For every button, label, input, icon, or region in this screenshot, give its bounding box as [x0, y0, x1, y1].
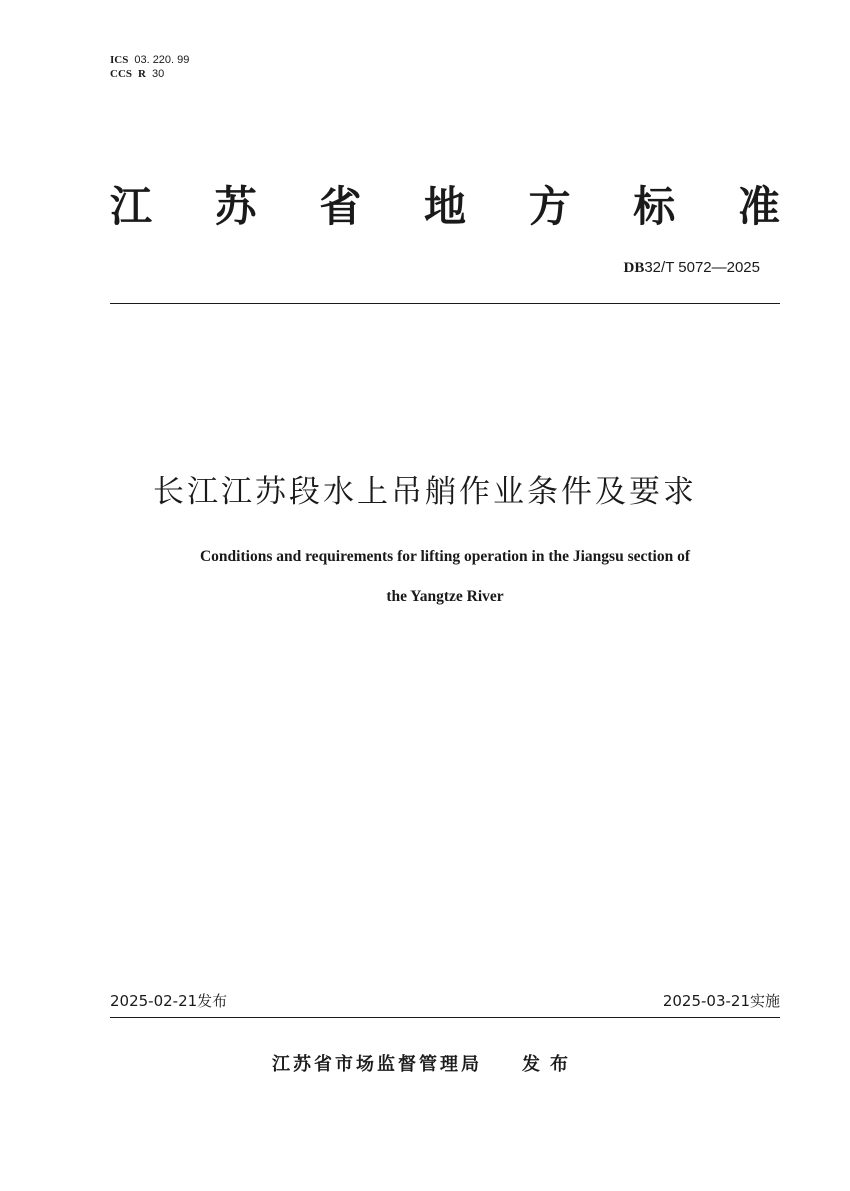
english-title-line-1: Conditions and requirements for lifting operation in the Jiangsu section of — [199, 548, 690, 565]
ics-value: 03. 220. 99 — [134, 54, 190, 66]
ics-label: ICS — [110, 54, 129, 66]
issuer-line — [0, 1050, 850, 1076]
ccs-code — [110, 67, 189, 81]
ccs-label: CCS — [110, 68, 133, 80]
ccs-letter: R — [138, 68, 146, 80]
implementation-date: 2025-03-21实施 — [662, 992, 780, 1010]
bottom-divider — [110, 1017, 780, 1018]
standard-number-prefix: DB — [623, 260, 645, 276]
ics-code — [110, 53, 189, 67]
classification-codes — [110, 53, 189, 81]
standard-number-value: 32/T 5072—2025 — [644, 259, 760, 276]
standard-type-char: 省 — [319, 182, 362, 231]
issuing-organization: 江苏省市场监督管理局 — [272, 1054, 482, 1075]
standard-type-char: 江 — [110, 182, 153, 231]
top-divider — [110, 303, 780, 304]
standard-type-char: 准 — [737, 182, 780, 231]
publish-date: 2025-02-21发布 — [110, 992, 228, 1010]
standard-type-heading — [110, 182, 780, 232]
standard-type-char: 方 — [528, 182, 571, 231]
english-title-line-2: the Yangtze River — [386, 588, 504, 605]
ccs-value: 30 — [151, 68, 165, 80]
english-title — [110, 537, 780, 617]
issue-action: 发布 — [522, 1054, 578, 1075]
standard-number — [624, 258, 761, 277]
standard-type-char: 标 — [633, 182, 676, 231]
date-row — [110, 990, 780, 1012]
chinese-title: 长江江苏段水上吊艄作业条件及要求 — [153, 474, 697, 510]
standard-type-char: 地 — [423, 182, 466, 231]
standard-type-char: 苏 — [214, 182, 257, 231]
